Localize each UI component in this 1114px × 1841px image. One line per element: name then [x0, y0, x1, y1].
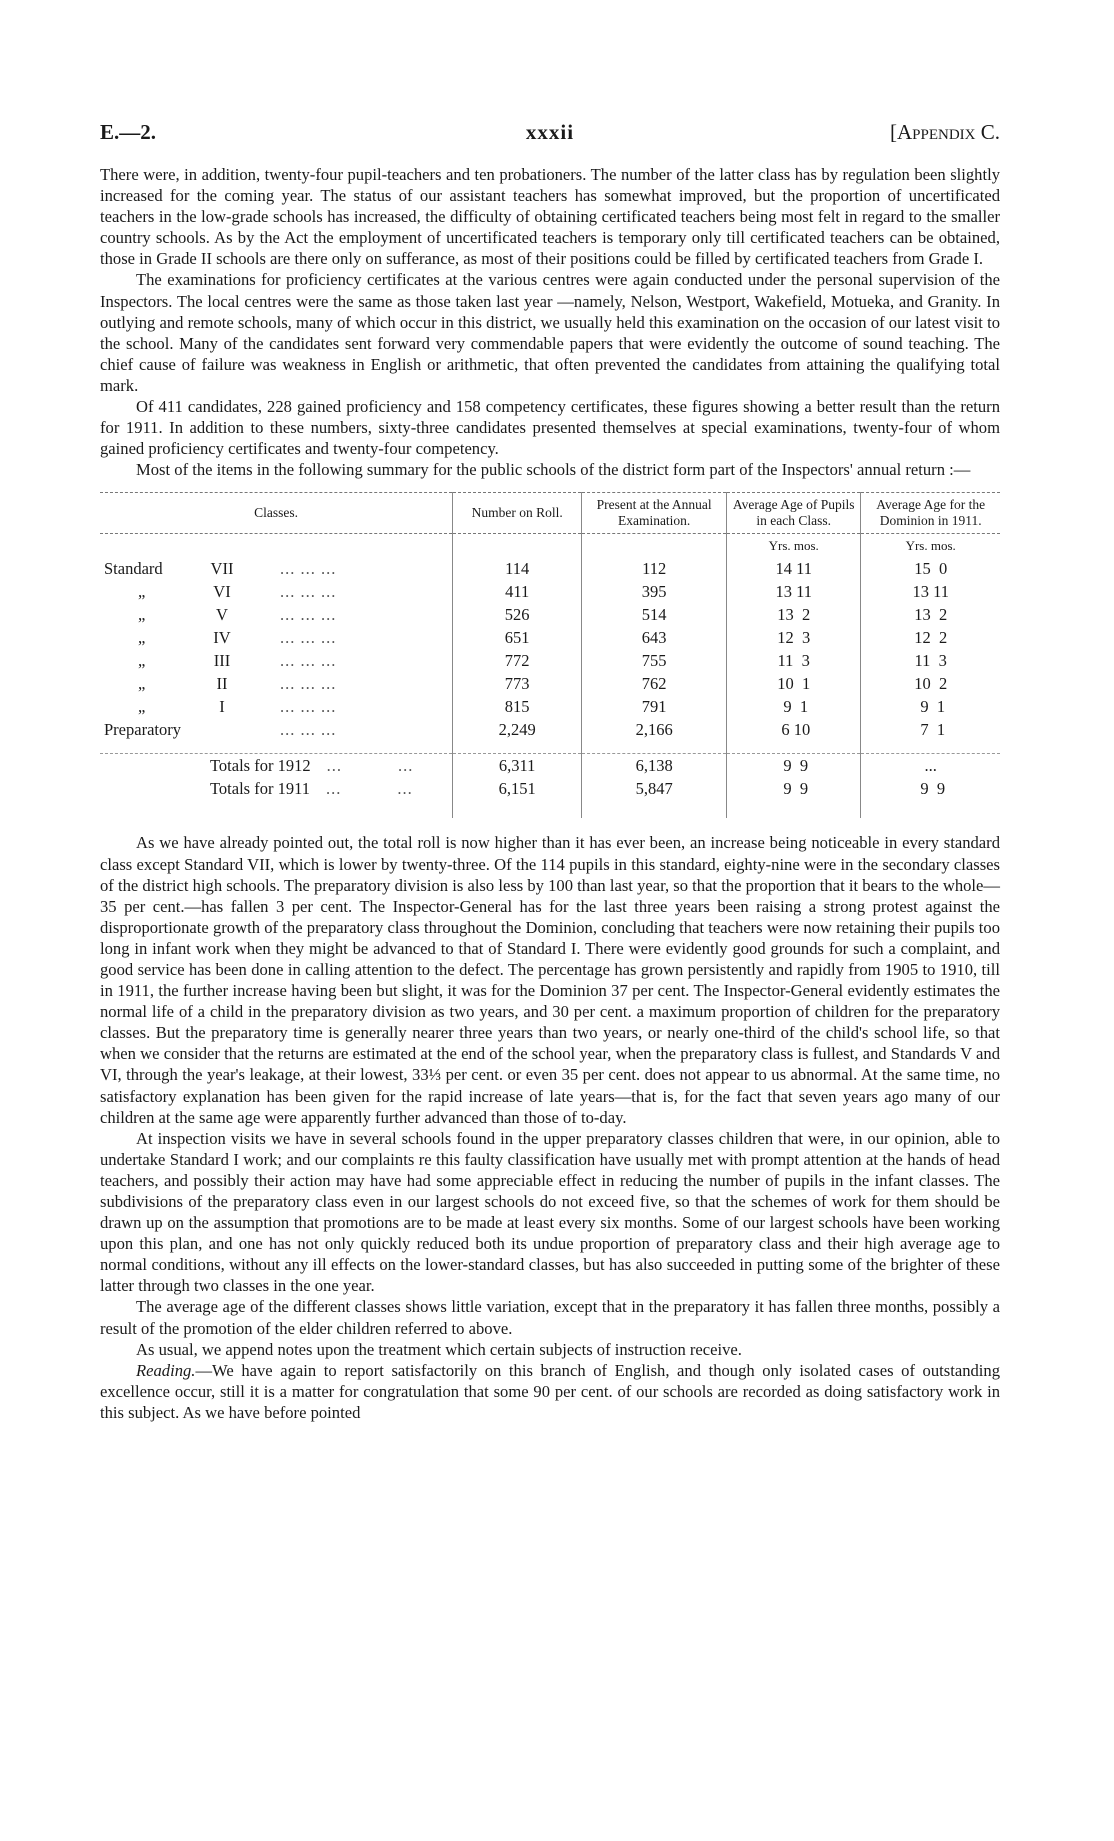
units-avg-age: Yrs. mos. [727, 534, 861, 558]
class-numeral: I [219, 697, 225, 717]
avg-age-value: 13 11 [727, 580, 861, 603]
roll-total: 6,311 [453, 754, 582, 778]
units-dominion-age: Yrs. mos. [861, 534, 1000, 558]
avg-age-value: 13 2 [727, 603, 861, 626]
table-tail [100, 800, 1000, 818]
units-row [100, 534, 1000, 558]
roll-value: 773 [453, 672, 582, 695]
leader-dots: ... [325, 779, 342, 799]
running-head [100, 120, 1000, 150]
dominion-age-total: ... [861, 754, 1000, 778]
class-numeral: III [213, 651, 231, 671]
table-row [100, 557, 1000, 580]
paragraph-reading [100, 1360, 1000, 1423]
class-numeral: VI [213, 582, 231, 602]
paragraph-average-age: The average age of the different classes shows little variation, except that in the preparatory it has fallen three months, possibly a result of the promotion of the elder children referred to above. [100, 1297, 1000, 1338]
totals-separator [100, 741, 1000, 754]
avg-age-value: 11 3 [727, 649, 861, 672]
avg-age-total: 9 9 [727, 754, 861, 778]
dominion-age-value: 7 1 [861, 718, 1000, 741]
roll-value: 651 [453, 626, 582, 649]
header-present: Present at the Annual Examination. [582, 493, 727, 534]
avg-age-value: 12 3 [727, 626, 861, 649]
page-number: xxxii [525, 120, 575, 144]
header-dominion-age: Average Age for the Dominion in 1911. [861, 493, 1000, 534]
avg-age-total: 9 9 [727, 777, 861, 800]
present-value: 112 [582, 557, 727, 580]
roll-value: 411 [453, 580, 582, 603]
table-row [100, 626, 1000, 649]
class-numeral: IV [213, 628, 231, 648]
dominion-age-value: 12 2 [861, 626, 1000, 649]
reading-text: —We have again to report satisfactorily on this branch of English, and though only isolated cases of outstanding excellence occur, still it is a matter for congratulation that some 90 per cent. of our schools are recorded as doing satisfactory work in this subject. As we have before pointed [100, 1360, 1000, 1422]
ditto-mark: „ [138, 605, 146, 625]
header-classes: Classes. [100, 493, 453, 534]
class-numeral: VII [210, 559, 234, 579]
dominion-age-value: 9 1 [861, 695, 1000, 718]
present-value: 755 [582, 649, 727, 672]
present-value: 395 [582, 580, 727, 603]
roll-value: 772 [453, 649, 582, 672]
reading-heading: Reading. [136, 1360, 196, 1380]
header-roll: Number on Roll. [453, 493, 582, 534]
present-total: 6,138 [582, 754, 727, 778]
leader-dots: ... ... ... [280, 720, 337, 740]
totals-label: Totals for 1912 [210, 756, 311, 776]
leader-dots: ... ... ... [280, 674, 337, 694]
dominion-age-value: 15 0 [861, 557, 1000, 580]
table-row [100, 718, 1000, 741]
leader-dots: ... ... ... [280, 651, 337, 671]
report-code: E.—2. [100, 120, 157, 144]
class-name: Preparatory [104, 720, 181, 740]
leader-dots: ... ... ... [280, 559, 337, 579]
leader-dots: ... [397, 756, 414, 776]
table-row [100, 580, 1000, 603]
ditto-mark: „ [138, 674, 146, 694]
present-total: 5,847 [582, 777, 727, 800]
table-row [100, 695, 1000, 718]
table-row [100, 649, 1000, 672]
present-value: 791 [582, 695, 727, 718]
avg-age-value: 6 10 [727, 718, 861, 741]
totals-label: Totals for 1911 [210, 779, 310, 799]
appendix-label: [Appendix C. [889, 120, 1000, 144]
roll-value: 114 [453, 557, 582, 580]
leader-dots: ... [397, 779, 413, 799]
present-value: 643 [582, 626, 727, 649]
leader-dots: ... ... ... [280, 582, 337, 602]
dominion-age-value: 11 3 [861, 649, 1000, 672]
table-header-row [100, 493, 1000, 534]
roll-value: 815 [453, 695, 582, 718]
roll-total: 6,151 [453, 777, 582, 800]
present-value: 2,166 [582, 718, 727, 741]
ditto-mark: „ [138, 697, 146, 717]
paragraph-summary-intro: Most of the items in the following summary for the public schools of the district form part of the Inspectors' annual return :— [136, 460, 971, 480]
avg-age-value: 10 1 [727, 672, 861, 695]
paragraph-inspection-visits: At inspection visits we have in several schools found in the upper preparatory classes children that were, in our opinion, able to undertake Standard I work; and our complaints re this faulty classification have usually met with prompt attention at the hands of head teachers, and possibly their action may have had some appreciable effect in reducing the number of pupils in the infant classes. The subdivisions of the preparatory class even in our largest schools do not exceed five, so that the schemes of work for them should be drawn up on the assumption that promotions are to be made at least every six months. Some of our largest schools have been working upon this plan, and one has not only quickly reduced both its undue proportion of preparatory class and their high average age to normal conditions, without any ill effects on the lower-standard classes, but has also succeeded in putting some of the brighter of these latter through two classes in the one year. [100, 1128, 1000, 1296]
summary-table [100, 492, 1000, 818]
totals-row [100, 777, 1000, 800]
ditto-mark: „ [138, 582, 146, 602]
avg-age-value: 14 11 [727, 557, 861, 580]
dominion-age-value: 10 2 [861, 672, 1000, 695]
paragraph-teachers: There were, in addition, twenty-four pupil-teachers and ten probationers. The number of the latter class has by regulation been slightly increased for the coming year. The status of our assistant teachers has somewhat improved, but the proportion of uncertificated teachers in the low-grade schools has increased, the difficulty of obtaining certificated teachers being most felt in regard to the smaller country schools. As by the Act the employment of uncertificated teachers is temporary only till certificated teachers can be obtained, those in Grade II schools are there only on sufferance, as most of their positions could be filled by certificated teachers from Grade I. [100, 165, 1000, 269]
roll-value: 2,249 [453, 718, 582, 741]
class-name: Standard [104, 559, 163, 579]
leader-dots: ... [326, 756, 342, 776]
dominion-age-total: 9 9 [861, 777, 1000, 800]
dominion-age-value: 13 2 [861, 603, 1000, 626]
class-numeral: V [216, 605, 228, 625]
totals-row [100, 754, 1000, 778]
header-avg-age: Average Age of Pupils in each Class. [727, 493, 861, 534]
leader-dots: ... ... ... [280, 697, 337, 717]
table-row [100, 672, 1000, 695]
leader-dots: ... ... ... [280, 628, 337, 648]
paragraph-candidates: Of 411 candidates, 228 gained proficiency and 158 competency certificates, these figures showing a better result than the return for 1911. In addition to these numbers, sixty-three candidates presented themselves at special examinations, twenty-four of whom gained proficiency certificates and twenty-four competency. [100, 397, 1000, 459]
ditto-mark: „ [138, 651, 146, 671]
paragraph-examinations: The examinations for proficiency certificates at the various centres were again conducted under the personal supervision of the Inspectors. The local centres were the same as those taken last year —namely, Nelson, Westport, Wakefield, Motueka, and Granity. In outlying and remote schools, many of which occur in this district, we usually held this examination on the occasion of our latest visit to the school. Many of the candidates sent forward very commendable papers that were evidently the outcome of sound teaching. The chief cause of failure was weakness in English or arithmetic, that often prevented the candidates from attaining the qualifying total mark. [100, 270, 1000, 395]
ditto-mark: „ [138, 628, 146, 648]
paragraph-roll-discussion: As we have already pointed out, the total roll is now higher than it has ever been, an increase being noticeable in every standard class except Standard VII, which is lower by twenty-three. Of the 114 pupils in this standard, eighty-nine were in the secondary classes of the district high schools. The preparatory division is also less by 100 than last year, so that the proportion that it bears to the whole—35 per cent.—has fallen 3 per cent. The Inspector-General has for the last three years been raising a strong protest against the disproportionate growth of the preparatory class throughout the Dominion, concluding that teachers were now retaining their pupils too long in infant work when they might be advanced to that of Standard I. There were evidently good grounds for such a complaint, and good service has been done in calling attention to the defect. The percentage has grown persistently and rapidly from 1905 to 1910, till in 1911, the further increase having been but slight, it was for the Dominion 37 per cent. The Inspector-General evidently estimates the normal life of a child in the preparatory division as two years, and 30 per cent. a maximum proportion of children for the preparatory classes. But the preparatory time is generally nearer three years than two years, or nearly one-third of the child's school life, so that when we consider that the returns are estimated at the end of the school year, when the preparatory class is fullest, and Standards V and VI, through the year's leakage, at their lowest, 33⅓ per cent. or even 35 per cent. does not appear to us abnormal. At the same time, no satisfactory explanation has been given for the rapid increase of late years—that is, for the fact that seven years ago many of our children at the same age were apparently further advanced than those of to-day. [100, 833, 1000, 1127]
paragraph-notes-intro: As usual, we append notes upon the treatment which certain subjects of instruction receive. [136, 1339, 742, 1359]
leader-dots: ... ... ... [280, 605, 337, 625]
present-value: 514 [582, 603, 727, 626]
avg-age-value: 9 1 [727, 695, 861, 718]
present-value: 762 [582, 672, 727, 695]
document-page [100, 120, 1000, 1423]
table-row [100, 603, 1000, 626]
class-numeral: II [216, 674, 228, 694]
roll-value: 526 [453, 603, 582, 626]
dominion-age-value: 13 11 [861, 580, 1000, 603]
